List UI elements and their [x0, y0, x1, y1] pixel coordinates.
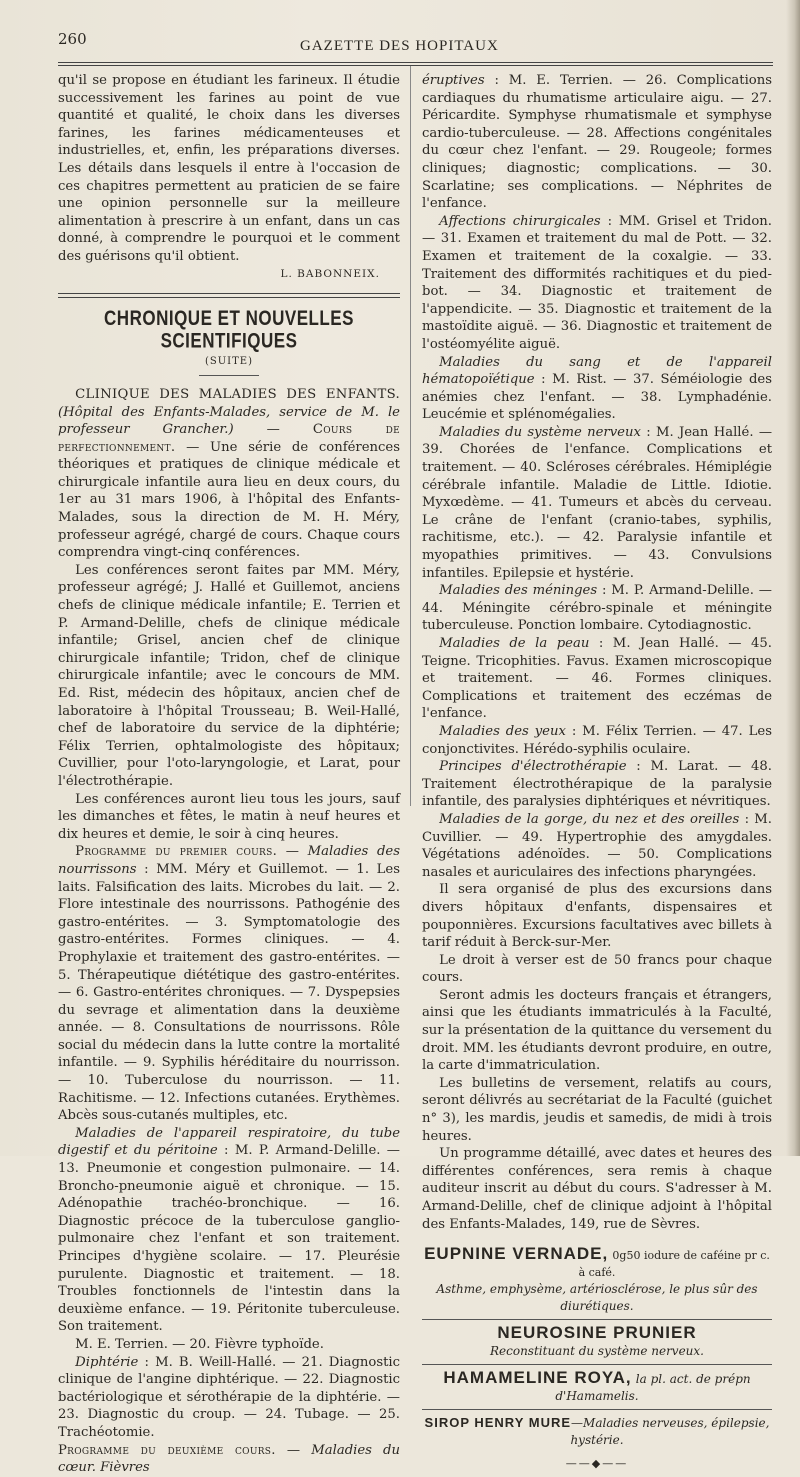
programme-2-paragraph: [58, 1442, 400, 1477]
right-column: [422, 72, 772, 1473]
ad-sirop-name: SIROP HENRY MURE: [424, 1415, 572, 1431]
ad-eupnine-tagline: Asthme, emphysème, artériosclérose, le plus sûr des diurétiques.: [436, 1282, 758, 1314]
skin-text: : M. Jean Hallé. — 45. Teigne. Tricophities. Favus. Examen microscopique et traitement. — 46. Formes cliniques. Complications et traitement des eczémas de l'enfance.: [422, 636, 772, 722]
eruptive-text: : M. E. Terrien. — 26. Complications cardiaques du rhumatisme articulaire aigu. — 27. Péricardite. Symphyse rhumatismale et symphyse cardio-tuberculeuse. — 28. Affections congénitales du cœur chez l'enfant. — 29. Rougeole; formes cliniques; diagnostic; complications. — 30. Scarlatine; ses complications. — Néphrites de l'enfance.: [422, 73, 772, 212]
respiratory-paragraph: [58, 1125, 400, 1336]
excursions-paragraph: Il sera organisé de plus des excursions dans divers hôpitaux d'enfants, dispensaires et pouponnières. Excursions facultatives avec billets à tarif réduit à Berck-sur-Mer.: [422, 882, 772, 951]
author-signature: L. BABONNEIX.: [280, 267, 380, 280]
eruptive-paragraph: [422, 72, 772, 213]
ent-italic: Maladies de la gorge, du nez et des oreilles: [439, 811, 740, 827]
ad-hamameline-detail: la pl. act. de prépn d'Hamamelis.: [555, 1372, 751, 1404]
short-rule: [199, 375, 259, 376]
ad-rule: [422, 1364, 772, 1365]
ad-neurosine: [422, 1324, 772, 1343]
ad-eupnine: [422, 1245, 772, 1281]
section-rule: [58, 293, 400, 298]
blood-text: : M. Rist. — 37. Séméiologie des anémies chez l'enfant. — 38. Lymphadénie. Leucémie et splénomégalies.: [422, 372, 772, 423]
meninges-text: : M. P. Armand-Delille. — 44. Méningite cérébro-spinale et méningite tuberculeuse. Ponction lombaire. Cytodiagnostic.: [422, 583, 772, 634]
meninges-italic: Maladies des méninges: [439, 583, 598, 599]
blood-paragraph: [422, 354, 772, 424]
ad-rule: [422, 1319, 772, 1320]
section-title: CHRONIQUE ET NOUVELLES SCIENTIFIQUES: [104, 306, 354, 353]
running-title: GAZETTE DES HOPITAUX: [300, 38, 499, 54]
programme-details-paragraph: Un programme détaillé, avec dates et heures des différentes conférences, sera remis à chaque auditeur inscrit au début du cours. S'adresser à M. Armand-Delille, chef de clinique adjoint à l'hôpital des Enfants-Malades, 149, rue de Sèvres.: [422, 1146, 772, 1232]
electrotherapy-text: : M. Larat. — 48. Traitement électrothérapique de la paralysie infantile, des paralysies diphtériques et névritiques.: [422, 759, 772, 810]
skin-italic: Maladies de la peau: [439, 636, 590, 651]
programme-1-italic: Maladies des nourrissons: [58, 844, 400, 877]
schedule-paragraph: Les conférences auront lieu tous les jours, sauf les dimanches et fêtes, le matin à neuf heures et dix heures et demie, le soir à cinq heures.: [58, 791, 400, 842]
diphtheria-text: : M. B. Weill-Hallé. — 21. Diagnostic clinique de l'angine diphtérique. — 22. Diagnostic bactériologique et sérothérapie de la diphtérie. — 23. Diagnostic du croup. — 24. Tubage. — 25. Trachéotomie.: [58, 1354, 400, 1440]
eyes-paragraph: [422, 723, 772, 758]
ad-eupnine-detail: 0g50 iodure de caféine pr c. à café.: [578, 1249, 770, 1280]
cours-lead: Cours de perfectionnement.: [58, 422, 401, 455]
bulletins-paragraph: Les bulletins de versement, relatifs au cours, seront délivrés au secrétariat de la Faculté (guichet n° 3), les mardis, jeudis et samedis, de midi à trois heures.: [422, 1075, 772, 1144]
ad-sirop: [422, 1414, 772, 1449]
ent-text: : M. Cuvillier. — 49. Hypertrophie des amygdales. Végétations adénoïdes. — 50. Complications nasales et auriculaires des infections pharyngées.: [422, 811, 773, 880]
left-column: [58, 72, 400, 1477]
skin-paragraph: [422, 635, 772, 723]
ad-eupnine-name: EUPNINE VERNADE,: [424, 1244, 609, 1264]
nervous-paragraph: [422, 424, 772, 582]
ad-neurosine-tagline: Reconstituant du système nerveux.: [490, 1344, 704, 1359]
advertisements: [422, 1245, 772, 1473]
ad-rule: [422, 1409, 772, 1410]
lecturers-paragraph: Les conférences seront faites par MM. Méry, professeur agrégé; J. Hallé et Guillemot, anciens chefs de clinique médicale infantile; E. Terrien et P. Armand-Delille, chefs de clinique médicale infantile; Grisel, ancien chef de clinique chirurgicale infantile; Tridon, chef de clinique chirurgicale infantile; avec le concours de MM. Ed. Rist, médecin des hôpitaux, ancien chef de laboratoire à l'hôpital Trousseau; B. Weil-Hallé, chef de laboratoire du service de la diphtérie; Félix Terrien, ophtalmologiste des hôpitaux; Cuvillier, pour l'oto-laryngologie, et Larat, pour l'électrothérapie.: [58, 562, 400, 789]
electrotherapy-italic: Principes d'électrothérapie: [439, 759, 627, 775]
ornament-divider: ——◆——: [565, 1457, 629, 1471]
cours-text: — Une série de conférences théoriques et pratiques de clinique médicale et chirurgicale infantile aura lieu en deux cours, du 1er au 31 mars 1906, à l'hôpital des Enfants-Malades, sous la direction de M. H. Méry, professeur agrégé, chargé de cours. Chaque cours comprendra vingt-cinq conférences.: [58, 439, 400, 561]
programme-2-lead: Programme du deuxième cours.: [58, 1442, 276, 1458]
programme-1-dash: —: [277, 844, 308, 860]
column-divider: [410, 66, 411, 806]
diphtheria-paragraph: [58, 1354, 400, 1442]
nervous-italic: Maladies du système nerveux: [439, 424, 641, 440]
fee-paragraph: Le droit à verser est de 50 francs pour chaque cours.: [422, 952, 772, 986]
page-number: 260: [58, 30, 87, 48]
surgery-text: : MM. Grisel et Tridon. — 31. Examen et traitement du mal de Pott. — 32. Examen et traitement de la coxalgie. — 33. Traitement des difformités rachitiques et du pied-bot. — 34. Diagnostic et traitement de l'appendicite. — 35. Diagnostic et traitement de la mastoïdite aiguë. — 36. Diagnostic et traitement de l'ostéomyélite aiguë.: [422, 213, 772, 352]
programme-1-lead: Programme du premier cours.: [75, 844, 278, 860]
clinic-paragraph: [58, 386, 400, 562]
ad-hamameline: [422, 1369, 772, 1405]
intro-paragraph: qu'il se propose en étudiant les farineux. Il étudie successivement les farines au point de vue quantité et qualité, le choix dans les diverses farines, les farines médicamenteuses et industrielles, et, enfin, les préparations diverses. Les détails dans lesquels il entre à l'occasion de ces chapitres permettent au praticien de se faire une opinion personnelle sur la meilleure alimentation à prescrire à un enfant, dans un cas donné, à comprendre le pourquoi et le comment des guérisons qu'il obtient.: [58, 73, 400, 264]
header-rule: [58, 62, 773, 66]
respiratory-text: : M. P. Armand-Delille. — 13. Pneumonie et congestion pulmonaire. — 14. Broncho-pneumonie aiguë et chronique. — 15. Adénopathie trachéo-bronchique. — 16. Diagnostic précoce de la tuberculose ganglio-pulmonaire chez l'enfant et son traitement. Principes d'hygiène scolaire. — 17. Pleurésie purulente. Diagnostic et traitement. — 18. Troubles fonctionnels de l'intestin dans la deuxième enfance. — 19. Péritonite tuberculeuse. Son traitement.: [58, 1143, 400, 1335]
programme-2-italic: Maladies du cœur. Fièvres: [58, 1442, 400, 1476]
eruptive-italic: éruptives: [422, 73, 485, 88]
blood-italic: Maladies du sang et de l'appareil hématopoïétique: [422, 354, 772, 388]
ad-hamameline-name: HAMAMELINE ROYA,: [443, 1368, 632, 1388]
electrotherapy-paragraph: [422, 758, 772, 811]
clinic-italic: (Hôpital des Enfants-Malades, service de M. le professeur Grancher.): [58, 404, 400, 438]
diphtheria-italic: Diphtérie: [75, 1354, 139, 1370]
eyes-text: : M. Félix Terrien. — 47. Les conjonctivites. Hérédo-syphilis oculaire.: [422, 723, 772, 757]
ad-sirop-detail: —Maladies nerveuses, épilepsie, hystérie.: [570, 1416, 770, 1448]
ent-paragraph: [422, 811, 772, 881]
clinic-lead: CLINIQUE DES MALADIES DES ENFANTS.: [75, 386, 400, 402]
meninges-paragraph: [422, 582, 772, 635]
programme-2-dash: —: [275, 1442, 312, 1458]
admission-paragraph: Seront admis les docteurs français et étrangers, ainsi que les étudiants immatriculés à la Faculté, sur la présentation de la quittance du versement du droit. MM. les étudiants devront produire, en outre, la carte d'immatriculation.: [422, 987, 772, 1074]
respiratory-italic: Maladies de l'appareil respiratoire, du tube digestif et du péritoine: [58, 1125, 400, 1159]
clinic-dash: —: [233, 422, 313, 438]
programme-1-paragraph: [58, 843, 400, 1125]
surgery-paragraph: [422, 213, 772, 354]
eyes-italic: Maladies des yeux: [439, 723, 566, 739]
surgery-italic: Affections chirurgicales: [439, 213, 601, 229]
programme-1-text: : MM. Méry et Guillemot. — 1. Les laits. Falsification des laits. Microbes du lait. — 2. Flore intestinale des nourrissons. Pathogénie des gastro-entérites. — 3. Symptomatologie des gastro-entérites. Formes cliniques. — 4. Prophylaxie et traitement des gastro-entérites. — 5. Thérapeutique diététique des gastro-entérites. — 6. Gastro-entérites chroniques. — 7. Dyspepsies du sevrage et alimentation dans la deuxième année. — 8. Consultations de nourrissons. Rôle social du médecin dans la lutte contre la mortalité infantile. — 9. Syphilis héréditaire du nourrisson. — 10. Tuberculose du nourrisson. — 11. Rachitisme. — 12. Infections cutanées. Erythèmes. Abcès sous-cutanés multiples, etc.: [58, 861, 400, 1124]
terrien-paragraph: M. E. Terrien. — 20. Fièvre typhoïde.: [75, 1336, 324, 1352]
ad-neurosine-name: NEUROSINE PRUNIER: [497, 1323, 697, 1343]
page-edge-shadow: [786, 0, 800, 1156]
section-subtitle: (SUITE): [204, 356, 253, 368]
nervous-text: : M. Jean Hallé. — 39. Chorées de l'enfance. Complications et traitement. — 40. Scléroses cérébrales. Hémiplégie cérébrale infantile. Maladie de Little. Idiotie. Myxœdème. — 41. Tumeurs et abcès du cerveau. Le crâne de l'enfant (cranio-tabes, syphilis, rachitisme, etc.). — 42. Paralysie infantile et myopathies primitives. — 43. Convulsions infantiles. Epilepsie et hystérie.: [422, 424, 773, 581]
